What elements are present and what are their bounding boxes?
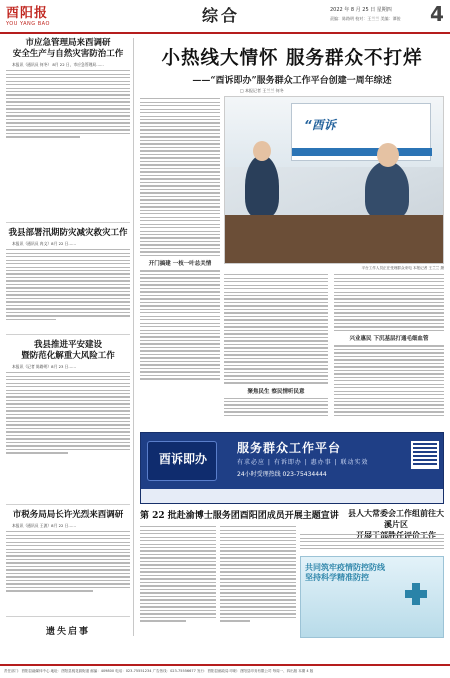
- article-body: [6, 249, 130, 320]
- divider: [6, 504, 130, 505]
- main-story-column-2: [224, 272, 328, 418]
- main-byline: □ 本报记者 王兰兰 何冬: [240, 88, 284, 93]
- main-story-column-3: [334, 272, 444, 418]
- screen-text: “酉诉: [304, 118, 336, 132]
- photo-caption: 平台工作人员正在受理群众来电 本报记者 王兰兰 摄: [361, 266, 444, 270]
- article-dateline: 本报讯（通讯员 王波）8月 22 日……: [12, 523, 77, 528]
- banner-title: 服务群众工作平台: [237, 441, 342, 455]
- main-story-subtitle: 开门搞建 一枝一叶总关情: [148, 261, 212, 268]
- divider: [6, 222, 130, 223]
- article-headline[interactable]: 我县部署汛期防灾减灾救灾工作: [8, 228, 128, 238]
- main-story-subtitle: 聚焦民生 察民情听民意: [247, 388, 305, 395]
- left-column: [6, 38, 134, 636]
- story-npc-headline[interactable]: 县人大常委会工作组前往大溪片区: [348, 508, 444, 529]
- lost-notice[interactable]: [6, 624, 130, 637]
- banner-logo: [147, 441, 217, 481]
- operator-head: [253, 141, 271, 161]
- main-story-subtitle: 兴业惠民 下沉基层打通毛细血管: [349, 336, 429, 343]
- news-photo[interactable]: [224, 96, 444, 264]
- service-platform-banner[interactable]: [140, 432, 444, 504]
- editors-line: 责编：陈路明 校对：王兰兰 美编：谭骏: [330, 16, 401, 21]
- operator-head: [377, 143, 399, 167]
- story-doctors-column-2: [220, 524, 296, 624]
- banner-slogan: 有求必应 | 有诉即办 | 惠办事 | 联动实效: [237, 459, 369, 466]
- divider: [6, 334, 130, 335]
- banner-logo-text: 酉诉即办: [158, 452, 207, 466]
- operator-figure: [365, 161, 409, 219]
- article-dateline: 本报讯（通讯员 冉文）8月 22 日……: [12, 241, 77, 246]
- lost-notice-title[interactable]: 遗失启事: [45, 627, 90, 637]
- article-body: [6, 372, 130, 454]
- medical-cross-icon: [405, 583, 427, 605]
- logo-text: 酉阳报: [6, 6, 49, 21]
- qr-code-icon[interactable]: [411, 441, 439, 469]
- page-number: 4: [430, 2, 444, 26]
- section-title: 综合: [202, 6, 241, 25]
- psa-text: 共同筑牢疫情防控防线 坚持科学精准防控: [305, 563, 385, 582]
- epidemic-prevention-psa[interactable]: [300, 556, 444, 638]
- desk: [225, 215, 444, 264]
- divider: [6, 616, 130, 617]
- story-npc-body: [300, 532, 444, 552]
- main-story-column-1: [140, 96, 220, 382]
- operator-figure: [245, 155, 279, 217]
- article-flood-prevention[interactable]: [6, 228, 130, 322]
- article-peace-building[interactable]: [6, 340, 130, 456]
- main-headline[interactable]: 小热线大情怀 服务群众不打烊: [161, 48, 423, 69]
- article-dateline: 本报讯（通讯员 何冬） 8月 22 日，市应急管理局……: [12, 62, 104, 67]
- issue-date: 2022 年 8 月 25 日 星期四: [330, 7, 392, 13]
- article-dateline: 本报讯（记者 陈路明）8月 23 日……: [12, 364, 77, 369]
- article-headline[interactable]: 市应急管理局来酉调研 安全生产与自然灾害防治工作: [12, 38, 124, 59]
- article-tax-bureau[interactable]: [6, 510, 130, 594]
- page-footer: [0, 664, 450, 678]
- article-body: [6, 531, 130, 592]
- article-body: [6, 70, 130, 138]
- article-headline[interactable]: 市税务局局长许光烈来酉调研: [12, 510, 124, 520]
- banner-hotline: 24小时受理热线 023-75434444: [237, 471, 327, 478]
- story-doctors-headline[interactable]: 第 22 批赴渝博士服务团酉阳团成员开展主题宣讲: [140, 511, 339, 521]
- logo-subtext: YOU YANG BAO: [6, 21, 50, 27]
- masthead: [0, 0, 450, 34]
- display-screen: [291, 103, 431, 161]
- footer-info: 责任部门：酉阳县融媒体中心 地址：酉阳县桃花源街道 邮编：409800 电话：023-75551234 广告热线：023-75556677 发行：酉阳县邮政局 印刷：酉阳县印务有限公司 每周一、四出版 本期 4 版: [4, 669, 314, 673]
- newspaper-logo: [6, 2, 76, 32]
- main-subheadline: ——“酉诉即办”服务群众工作平台创建一周年综述: [192, 76, 392, 86]
- story-doctors-column-1: [140, 524, 216, 624]
- article-emergency[interactable]: [6, 38, 130, 140]
- article-headline[interactable]: 我县推进平安建设 暨防范化解重大风险工作: [21, 340, 115, 361]
